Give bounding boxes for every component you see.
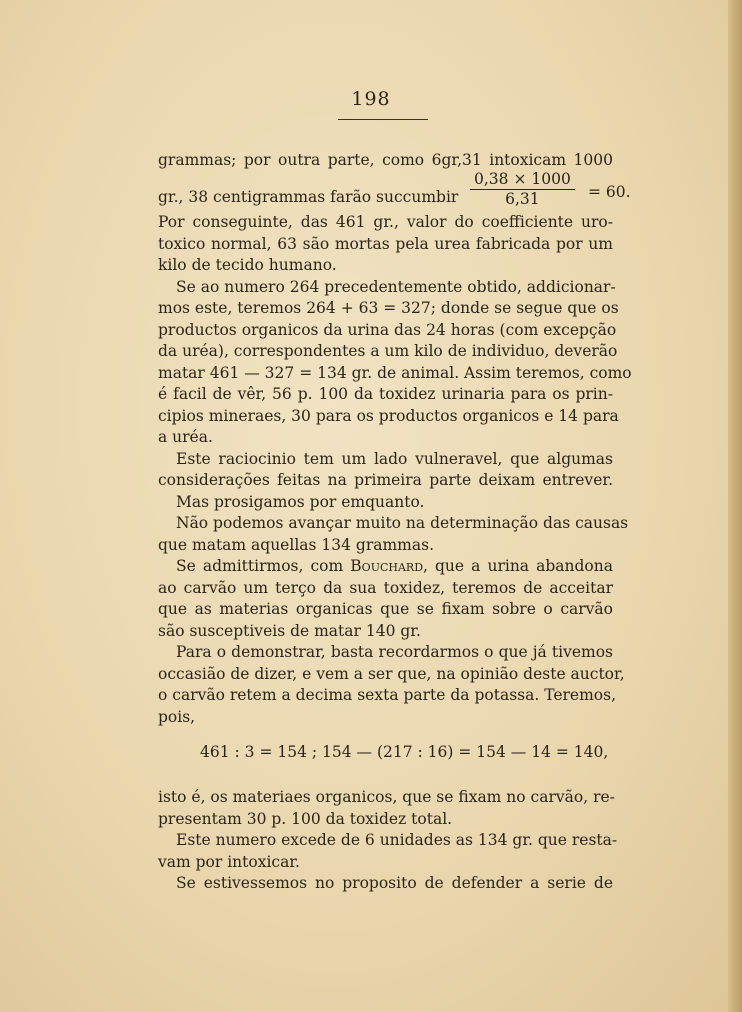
text-line: Se ao numero 264 precedentemente obtido, addicionar- bbox=[176, 277, 616, 296]
text-line: occasião de dizer, e vem a ser que, na opinião deste auctor, bbox=[158, 664, 625, 683]
text-line: pois, bbox=[158, 707, 196, 726]
page-number: 198 bbox=[351, 88, 391, 110]
text-line: a uréa. bbox=[158, 428, 213, 446]
text-line: matar 461 — 327 = 134 gr. de animal. Assim teremos, como bbox=[158, 363, 632, 382]
text-line: Mas prosigamos por emquanto. bbox=[176, 492, 425, 511]
text-line: considerações feitas na primeira parte deixam entrever. bbox=[158, 471, 613, 489]
text-line: Não podemos avançar muito na determinação das causas bbox=[176, 514, 629, 532]
text-line: isto é, os materiaes organicos, que se fixam no carvão, re- bbox=[158, 788, 615, 806]
text-block-1 bbox=[158, 150, 613, 172]
text-line: gr., 38 centigrammas farão succumbir bbox=[158, 188, 459, 206]
text-line bbox=[158, 556, 613, 578]
text-block-3 bbox=[158, 787, 618, 895]
text-line: kilo de tecido humano. bbox=[158, 256, 337, 274]
page-edge bbox=[728, 0, 742, 1012]
text-line: vam por intoxicar. bbox=[158, 852, 300, 871]
fraction-denominator: 6,31 bbox=[505, 190, 540, 208]
text-line: ao carvão um terço da sua toxidez, teremos de acceitar bbox=[158, 578, 613, 597]
text-block-2 bbox=[158, 212, 632, 728]
text-line: que as materias organicas que se fixam sobre o carvão bbox=[158, 600, 613, 618]
text-line: grammas; por outra parte, como 6gr,31 intoxicam 1000 bbox=[158, 151, 613, 169]
text-line: Para o demonstrar, basta recordarmos o que já tivemos bbox=[176, 643, 613, 661]
text-line: são susceptiveis de matar 140 gr. bbox=[158, 621, 421, 640]
formula: 461 : 3 = 154 ; 154 — (217 : 16) = 154 — 14 = 140, bbox=[200, 743, 609, 761]
fraction-result: = 60. bbox=[588, 183, 631, 201]
text-line: Este numero excede de 6 unidades as 134 gr. que resta- bbox=[176, 831, 618, 849]
text-line: Por conseguinte, das 461 gr., valor do coefficiente uro- bbox=[158, 213, 613, 231]
text-fragment: Se admittirmos, com bbox=[176, 557, 351, 575]
text-fragment: , que a urina abandona bbox=[423, 557, 613, 575]
author-name: Bouchard bbox=[350, 557, 424, 575]
text-line: da uréa), correspondentes a um kilo de individuo, deverão bbox=[158, 342, 618, 360]
text-line: Este raciocinio tem um lado vulneravel, que algumas bbox=[176, 449, 613, 468]
text-line: cipios mineraes, 30 para os productos organicos e 14 para bbox=[158, 406, 619, 425]
fraction bbox=[470, 170, 575, 209]
text-line: é facil de vêr, 56 p. 100 da toxidez urinaria para os prin- bbox=[158, 385, 613, 403]
text-line: toxico normal, 63 são mortas pela urea fabricada por um bbox=[158, 234, 613, 253]
header-rule bbox=[338, 119, 428, 120]
text-line: presentam 30 p. 100 da toxidez total. bbox=[158, 809, 453, 828]
text-line: o carvão retem a decima sexta parte da potassa. Teremos, bbox=[158, 686, 617, 704]
fraction-numerator: 0,38 × 1000 bbox=[470, 170, 575, 190]
text-line: Se estivessemos no proposito de defender a serie de bbox=[176, 874, 613, 892]
text-line: que matam aquellas 134 grammas. bbox=[158, 535, 434, 554]
text-line: productos organicos da urina das 24 horas (com excepção bbox=[158, 320, 617, 339]
text-line: mos este, teremos 264 + 63 = 327; donde se segue que os bbox=[158, 299, 619, 317]
